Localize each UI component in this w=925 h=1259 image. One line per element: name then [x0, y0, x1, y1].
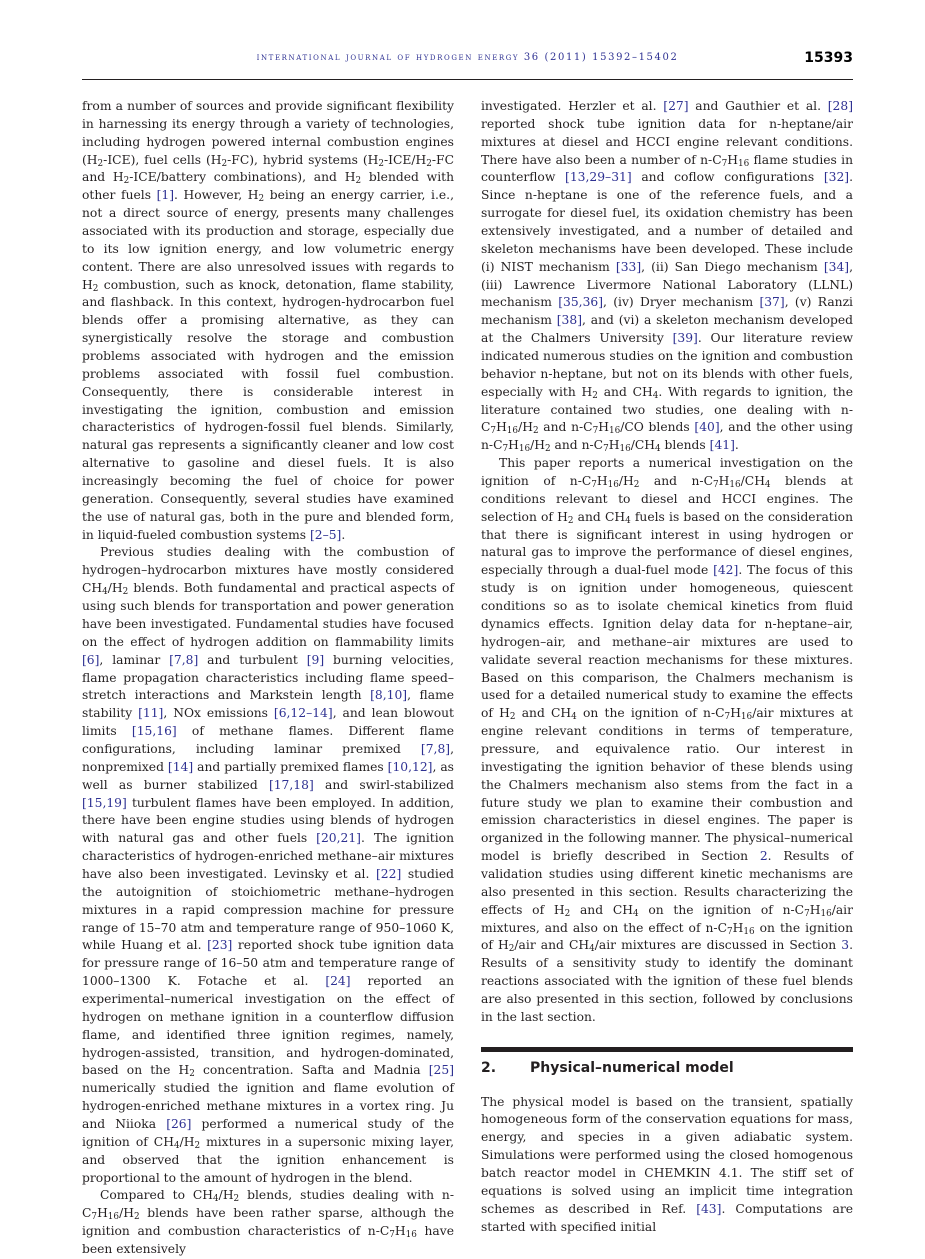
paragraph: [481, 455, 853, 1027]
citation-link[interactable]: [7,8]: [169, 652, 199, 667]
paragraph: [481, 1094, 853, 1237]
subscript: 2: [633, 480, 640, 491]
citation-link[interactable]: [9]: [306, 652, 325, 667]
subscript: 2: [567, 515, 574, 526]
text-run: and CH: [597, 384, 653, 399]
text-run: reported shock tube ignition data for pressure range of 16–50 atm and temperature range of 1000–1300 K. Fotache et al.: [82, 938, 454, 989]
text-run: -ICE/H: [384, 152, 427, 167]
text-run: reported shock tube ignition data for n-heptane/air mixtures at diesel and HCCI engine relevant conditions. There have also been a number of n-C: [481, 116, 853, 167]
citation-link[interactable]: [8,10]: [370, 688, 408, 703]
text-run: blends have been rather sparse, although the ignition and combustion characteristics of n-C: [82, 1206, 454, 1239]
text-run: blends, studies dealing with n-C: [82, 1188, 454, 1221]
header-rule: [82, 79, 853, 80]
text-run: and n-C: [538, 420, 593, 435]
subscript: 7: [592, 426, 599, 437]
subscript: 2: [509, 712, 516, 723]
subscript: 2: [564, 908, 571, 919]
subscript: 2: [508, 944, 515, 955]
citation-link[interactable]: [27]: [663, 99, 689, 113]
subscript: 7: [727, 926, 733, 937]
text-run: and CH: [573, 509, 626, 524]
section-link[interactable]: 2: [759, 849, 768, 864]
subscript: 7: [603, 444, 609, 455]
subscript: 16: [619, 444, 631, 455]
section-title: Physical–numerical model: [530, 1059, 734, 1076]
text-run: H: [608, 438, 620, 453]
running-header: [82, 50, 853, 72]
subscript: 16: [405, 1230, 417, 1241]
citation-link[interactable]: [33]: [615, 259, 642, 274]
citation-link[interactable]: [39]: [672, 331, 698, 346]
subscript: 16: [607, 480, 619, 491]
subscript: 2: [194, 1141, 201, 1152]
subscript: 7: [804, 908, 810, 919]
citation-link[interactable]: [34]: [823, 259, 850, 274]
text-run: , (iv) Dryer mechanism: [603, 295, 760, 310]
text-run: Compared to CH: [100, 1188, 214, 1203]
text-run: H: [730, 706, 741, 721]
subscript: 7: [721, 158, 728, 169]
citation-link[interactable]: [42]: [713, 563, 739, 578]
subscript: 2: [189, 1069, 195, 1080]
text-run: H: [596, 474, 608, 489]
text-run: reported an experimental–numerical investigation on the effect of hydrogen on methane ignition in a counterflow diffusion flame, and identified three ignition regimes, namely, hydrogen-assisted, transition, and hydrogen-dominated, based on the H: [82, 974, 454, 1078]
text-run: H: [394, 1224, 406, 1239]
text-run: , and the other using n-C: [481, 420, 853, 453]
text-run: The physical model is based on the transient, spatially homogeneous form of the conservation equations for mass, energy, and species in a given adiabatic system. Simulations were performed using the closed homogenous batch reactor model in CHEMKIN 4.1. The stiff set of equations is solved using an implicit time integration schemes as described in Ref.: [481, 1094, 853, 1216]
citation-link[interactable]: [6,12–14]: [273, 706, 333, 721]
citation-link[interactable]: [2–5]: [309, 527, 342, 542]
text-run: -ICE), fuel cells (H: [103, 152, 222, 167]
paragraph: [481, 98, 853, 455]
text-run: blends: [660, 438, 710, 453]
subscript: 4: [655, 444, 661, 455]
text-run: -FC and H: [82, 152, 455, 185]
text-run: and coflow configurations: [631, 170, 824, 185]
subscript: 2: [532, 426, 539, 437]
citation-link[interactable]: [32]: [823, 170, 850, 185]
section-heading: [481, 1060, 853, 1078]
subscript: 4: [652, 390, 659, 401]
subscript: 16: [107, 1212, 120, 1223]
subscript: 16: [740, 712, 753, 723]
section-number: 2.: [481, 1059, 497, 1076]
subscript: 7: [502, 444, 509, 455]
citation-link[interactable]: [25]: [428, 1063, 454, 1078]
subscript: 4: [213, 1194, 219, 1205]
section-divider: [481, 1047, 853, 1052]
citation-link[interactable]: [15,16]: [131, 724, 177, 739]
text-run: fuels is based on the consideration that there is significant interest in using hydrogen or natural gas to improve the performance of diesel engines, especially through a dual-fuel mode: [481, 509, 853, 578]
page-number: 15393: [804, 50, 853, 66]
text-run: numerically studied the ignition and flame evolution of hydrogen-enriched methane mixtures in a vortex ring. Ju and Niioka: [82, 1081, 454, 1131]
text-run: concentration. Safta and Madnia: [194, 1063, 429, 1078]
text-run: of methane flames. Different flame configurations, including laminar premixed: [82, 724, 455, 756]
text-run: from a number of sources and provide significant flexibility in harnessing its energy through a variety of technologies, including hydrogen powered internal combustion engines (H: [82, 99, 454, 167]
text-run: -ICE/battery combinations), and H: [129, 170, 356, 185]
citation-link[interactable]: [40]: [694, 420, 720, 435]
text-run: H: [727, 152, 738, 167]
subscript: 16: [518, 444, 531, 455]
subscript: 4: [625, 515, 631, 526]
journal-citation: international journal of hydrogen energy 36 (2011) 15392–15402: [256, 52, 679, 63]
citation-link[interactable]: [35,36]: [558, 295, 604, 310]
text-run: , (iii) Lawrence Livermore National Laboratory (LLNL) mechanism: [481, 259, 853, 310]
text-run: , laminar: [99, 652, 170, 667]
subscript: 2: [592, 390, 598, 401]
subscript: 2: [258, 194, 265, 205]
citation-link[interactable]: [14]: [167, 759, 194, 774]
text-run: . Our literature review indicated numerous studies on the ignition and combustion behavior n-heptane, but not on its blends with other fuels, especially with H: [481, 331, 854, 399]
text-run: /H: [107, 581, 123, 596]
text-run: . The focus of this study is on ignition under homogeneous, quiescent conditions so as to isolate chemical kinetics from fluid dynamics effects. Ignition delay data for n-heptane–air, hydrogen–air, and methane–air mixtures are used to validate several reaction mechanisms for these mixtures. Based on this comparison, the Chalmers mechanism is used for a detailed numerical study to examine the effects of H: [481, 563, 853, 721]
text-run: . Since n-heptane is one of the reference fuels, and a surrogate for diesel fuel, its oxidation chemistry has been extensively investigated, and a number of detailed and skeleton mechanisms have been developed. These include (i) NIST mechanism: [481, 170, 853, 274]
citation-link[interactable]: [13,29–31]: [565, 170, 632, 185]
text-run: , nonpremixed: [82, 741, 454, 774]
citation-link[interactable]: [6]: [82, 652, 100, 667]
text-run: combustion, such as knock, detonation, flame stability, and flashback. In this context, hydrogen-hydrocarbon fuel blends offer a promising alternative, as they can synergistically resolve the storage and combustion problems associated with hydrogen and the emission problems associated with fossil fuel combustion. Consequently, there is considerable interest in investigating the ignition, combustion and emission characteristics of hydrogen-fossil fuel blends. Similarly, natural gas represents a significantly cleaner and low cost alternative to gasoline and diesel fuels. It is also increasingly becoming the fuel of choice for power generation. Consequently, several studies have examined the use of natural gas, both in the pure and blended form, in liquid-fueled combustion systems: [82, 277, 454, 542]
subscript: 7: [591, 480, 597, 491]
text-run: . However, H: [174, 188, 259, 203]
subscript: 2: [221, 158, 228, 169]
text-run: burning velocities, flame propagation characteristics including flame speed–stretch interactions and Markstein length: [82, 652, 455, 703]
text-run: . Computations are started with specified initial: [481, 1201, 853, 1234]
text-run: This paper reports a numerical investigation on the ignition of n-C: [481, 456, 853, 489]
text-run: /air mixtures, and also on the effect of n-C: [481, 902, 853, 935]
text-run: -FC), hybrid systems (H: [227, 152, 379, 167]
subscript: 16: [506, 426, 519, 437]
subscript: 2: [123, 176, 130, 187]
text-run: investigated. Herzler et al.: [481, 99, 664, 113]
subscript: 7: [490, 426, 497, 437]
text-run: H: [496, 420, 507, 435]
text-run: and partially premixed flames: [193, 759, 388, 774]
citation-link[interactable]: [43]: [696, 1201, 722, 1216]
paragraph: [82, 98, 454, 544]
subscript: 7: [713, 480, 719, 491]
text-run: on the ignition of H: [481, 920, 854, 953]
text-run: , and lean blowout limits: [82, 706, 454, 739]
citation-link[interactable]: [1]: [156, 188, 175, 203]
subscript: 16: [743, 926, 755, 937]
subscript: 2: [545, 444, 551, 455]
text-run: H: [598, 420, 609, 435]
citation-link[interactable]: [7,8]: [420, 741, 451, 756]
subscript: 4: [632, 908, 639, 919]
text-run: /CH: [740, 474, 765, 489]
subscript: 2: [426, 158, 432, 169]
subscript: 2: [122, 587, 129, 598]
subscript: 16: [608, 426, 621, 437]
right-column: [481, 98, 853, 1236]
text-run: /H: [518, 420, 533, 435]
text-run: mixtures in a supersonic mixing layer, and observed that the ignition enhancement is proportional to the amount of hydrogen in the blend.: [82, 1134, 454, 1185]
text-run: and CH: [515, 706, 572, 721]
text-run: flame studies in counterflow: [481, 152, 853, 185]
text-run: turbulent flames have been employed. In addition, there have been engine studies using blends of hydrogen with natural gas and other fuels: [82, 795, 454, 846]
text-run: /H: [119, 1206, 134, 1221]
text-run: /H: [530, 438, 545, 453]
subscript: 16: [820, 908, 832, 919]
citation-link[interactable]: [22]: [376, 866, 402, 881]
text-run: /CH: [630, 438, 655, 453]
paragraph: [82, 544, 454, 1187]
subscript: 2: [92, 283, 99, 294]
text-run: /air mixtures are discussed in Section: [594, 938, 842, 953]
citation-link[interactable]: [11]: [138, 706, 164, 721]
citation-link[interactable]: [17,18]: [268, 777, 314, 792]
citation-link[interactable]: [37]: [759, 295, 785, 310]
text-run: and n-C: [639, 474, 713, 489]
text-run: . The ignition characteristics of hydrogen-enriched methane–air mixtures have also been investigated. Levinsky et al.: [82, 831, 454, 881]
paragraph: [82, 1187, 454, 1258]
text-run: being an energy carrier, i.e., not a direct source of energy, presents many challenges associated with its production and storage, especially due to its low ignition energy, and low volumetric energy content. There are also unresolved issues with regards to H: [82, 188, 454, 292]
text-run: , (v) Ranzi mechanism: [481, 295, 853, 328]
section-link[interactable]: 3: [841, 938, 850, 953]
text-run: and turbulent: [198, 652, 307, 667]
subscript: 7: [724, 712, 731, 723]
text-run: blends at conditions relevant to diesel and HCCI engines. The selection of H: [481, 474, 853, 524]
text-run: . Results of validation studies using different kinetic mechanisms are also presented in this section. Results characterizing the effects of H: [481, 849, 853, 917]
text-run: , NOx emissions: [163, 706, 274, 721]
text-run: , (ii) San Diego mechanism: [641, 259, 824, 274]
text-run: /H: [179, 1134, 195, 1149]
text-run: . With regards to ignition, the literature contained two studies, one dealing with n-C: [481, 384, 853, 435]
text-run: /CO blends: [620, 420, 695, 435]
text-run: and swirl-stabilized: [313, 777, 454, 792]
text-run: .: [734, 438, 739, 453]
subscript: 2: [133, 1212, 140, 1223]
text-run: , flame stability: [82, 688, 455, 721]
subscript: 7: [91, 1212, 98, 1223]
citation-link[interactable]: [28]: [827, 99, 853, 113]
subscript: 2: [378, 158, 384, 169]
text-run: H: [97, 1206, 108, 1221]
citation-link[interactable]: [10,12]: [387, 759, 433, 774]
subscript: 4: [102, 587, 108, 598]
text-run: and n-C: [550, 438, 604, 453]
citation-link[interactable]: [38]: [556, 313, 582, 328]
text-run: .: [341, 527, 346, 542]
text-run: /air and CH: [514, 938, 590, 953]
subscript: 7: [389, 1230, 395, 1241]
subscript: 4: [764, 480, 771, 491]
subscript: 4: [173, 1141, 180, 1152]
citation-link[interactable]: [20,21]: [316, 831, 361, 846]
text-run: . Results of a sensitivity study to identify the dominant reactions associated with the ignition of these fuel blends are also presented in this section, followed by conclusions in the last section.: [481, 938, 853, 1024]
text-run: H: [718, 474, 730, 489]
text-run: blends. Both fundamental and practical aspects of using such blends for transportation and power generation have been investigated. Fundamental studies have focused on the effect of hydrogen addition on flammability limits: [82, 581, 454, 649]
text-run: studied the autoignition of stoichiometric methane–hydrogen mixtures in a rapid compression machine for pressure range of 15–70 atm and temperature range of 950–1060 K, while Huang et al.: [82, 866, 455, 953]
text-run: and Gauthier et al.: [688, 99, 828, 113]
citation-link[interactable]: [23]: [207, 938, 233, 953]
subscript: 4: [589, 944, 595, 955]
text-run: H: [508, 438, 519, 453]
citation-link[interactable]: [26]: [166, 1116, 192, 1131]
left-column: [82, 98, 454, 1259]
subscript: 16: [738, 158, 750, 169]
text-run: and CH: [570, 902, 633, 917]
text-run: , as well as burner stabilized: [82, 759, 454, 792]
text-run: have been extensively: [82, 1224, 454, 1256]
subscript: 16: [729, 480, 741, 491]
text-run: performed a numerical study of the ignition of CH: [82, 1116, 454, 1149]
subscript: 2: [97, 158, 104, 169]
subscript: 2: [355, 176, 362, 187]
text-run: H: [809, 902, 821, 917]
citation-link[interactable]: [24]: [325, 974, 351, 989]
text-run: /H: [218, 1188, 234, 1203]
text-run: blended with other fuels: [82, 170, 454, 203]
text-run: on the ignition of n-C: [638, 902, 805, 917]
text-run: , and (vi) a skeleton mechanism developed at the Chalmers University: [481, 313, 854, 346]
text-run: /air mixtures at engine relevant conditions in terms of temperature, pressure, and equivalence ratio. Our interest in investigating the ignition behavior of these blends using the Chalmers mechanism also stems from the fact in a future study we plan to examine their combustion and emission characteristics in diesel engines. The paper is organized in the following manner. The physical–numerical model is briefly described in Section: [481, 706, 853, 864]
text-run: on the ignition of n-C: [576, 706, 725, 721]
text-run: Previous studies dealing with the combustion of hydrogen–hydrocarbon mixtures have mostly considered CH: [82, 545, 454, 596]
text-run: H: [732, 920, 744, 935]
subscript: 2: [233, 1194, 240, 1205]
text-run: /H: [618, 474, 634, 489]
citation-link[interactable]: [15,19]: [82, 795, 127, 810]
subscript: 4: [571, 712, 577, 723]
citation-link[interactable]: [41]: [709, 438, 735, 453]
